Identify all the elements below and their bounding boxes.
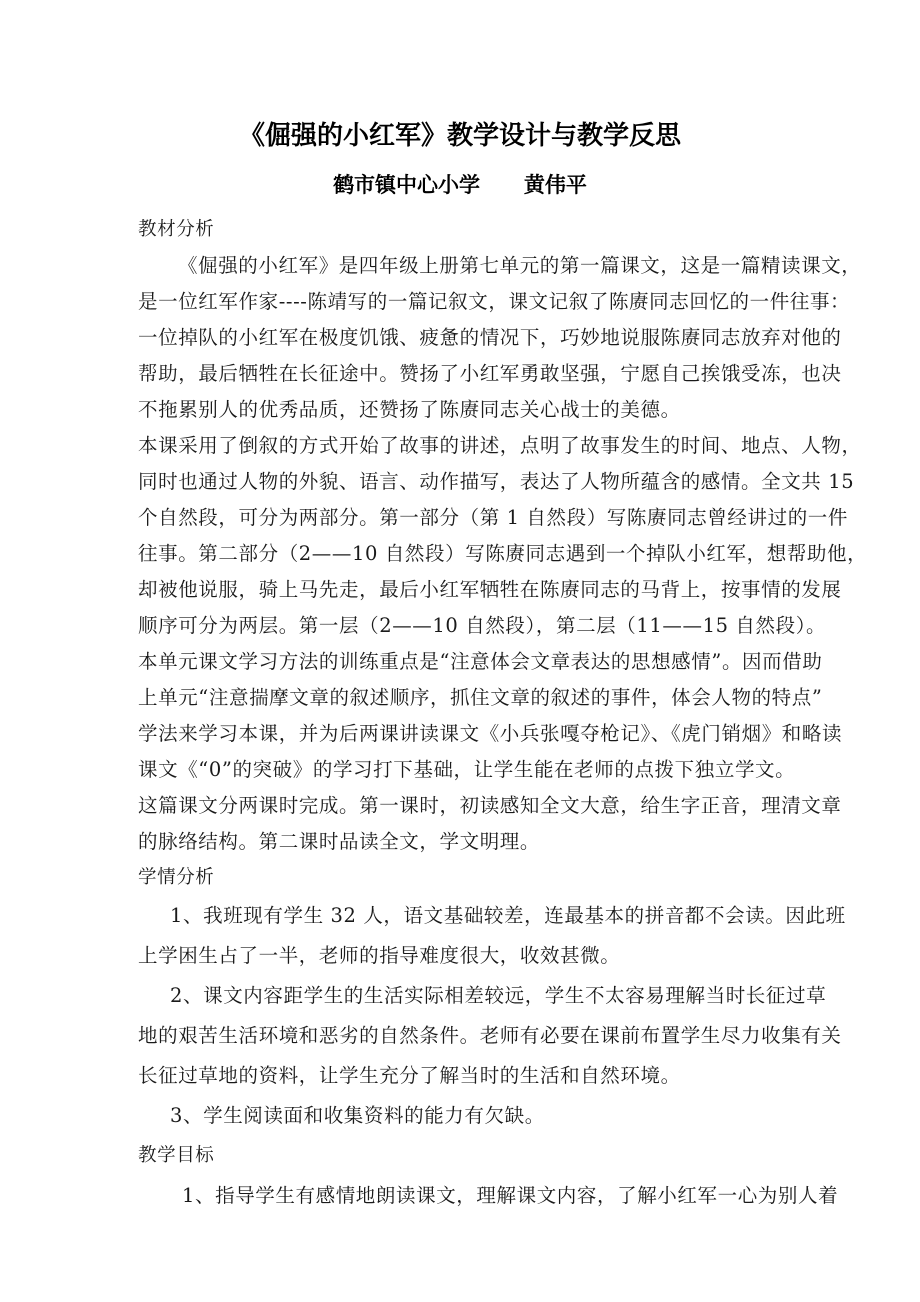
paragraph-line: 课文《“0”的突破》的学习打下基础，让学生能在老师的点拨下独立学文。 [138, 758, 796, 781]
paragraph-line: 本课采用了倒叙的方式开始了故事的讲述，点明了故事发生的时间、地点、人物， [138, 434, 862, 457]
paragraph-line: 同时也通过人物的外貌、语言、动作描写，表达了人物所蕴含的感情。全文共 15 [138, 470, 855, 493]
paragraph-line: 1、指导学生有感情地朗读课文，理解课文内容，了解小红军一心为别人着 [182, 1184, 839, 1207]
paragraph-line: 上学困生占了一半，老师的指导难度很大，收效甚微。 [138, 944, 621, 967]
paragraph-line: 一位掉队的小红军在极度饥饿、疲惫的情况下，巧妙地说服陈赓同志放弃对他的 [138, 326, 842, 349]
document-body [138, 212, 868, 1216]
paragraph-line: 却被他说服，骑上马先走，最后小红军牺牲在陈赓同志的马背上，按事情的发展 [138, 578, 842, 601]
paragraph-line: 长征过草地的资料，让学生充分了解当时的生活和自然环境。 [138, 1064, 681, 1087]
paragraph-line: 不拖累别人的优秀品质，还赞扬了陈赓同志关心战士的美德。 [138, 398, 681, 421]
author-line: 鹤市镇中心小学 黄伟平 [333, 173, 587, 197]
paragraph-line: 这篇课文分两课时完成。第一课时，初读感知全文大意，给生字正音，理清文章 [138, 794, 842, 817]
section-heading: 教材分析 [138, 219, 215, 240]
section-heading: 学情分析 [138, 867, 215, 888]
paragraph-line: 1、我班现有学生 32 人，语文基础较差，连最基本的拼音都不会读。因此班 [170, 904, 846, 927]
paragraph-line: 上单元“注意揣摩文章的叙述顺序，抓住文章的叙述的事件，体会人物的特点” [138, 686, 823, 709]
paragraph-line: 帮助，最后牺牲在长征途中。赞扬了小红军勇敢坚强，宁愿自己挨饿受冻，也决 [138, 362, 842, 385]
paragraph-line: 3、学生阅读面和收集资料的能力有欠缺。 [170, 1104, 545, 1127]
paragraph-line: 2、课文内容距学生的生活实际相差较远，学生不太容易理解当时长征过草 [170, 984, 827, 1007]
paragraph-line: 顺序可分为两层。第一层（2——10 自然段），第二层（11——15 自然段）。 [138, 614, 827, 637]
paragraph-line: 的脉络结构。第二课时品读全文，学文明理。 [138, 830, 541, 853]
paragraph-line: 往事。第二部分（2——10 自然段）写陈赓同志遇到一个掉队小红军，想帮助他， [138, 542, 868, 565]
section-heading: 教学目标 [138, 1145, 215, 1166]
paragraph-line: 个自然段，可分为两部分。第一部分（第 1 自然段）写陈赓同志曾经讲过的一件 [138, 506, 849, 529]
paragraph-line: 本单元课文学习方法的训练重点是“注意体会文章表达的思想感情”。因而借助 [138, 650, 823, 673]
paragraph-line: 《倔强的小红军》是四年级上册第七单元的第一篇课文，这是一篇精读课文， [178, 254, 862, 277]
paragraph-line: 是一位红军作家----陈靖写的一篇记叙文，课文记叙了陈赓同志回忆的一件往事： [138, 290, 851, 313]
document-title: 《倔强的小红军》教学设计与教学反思 [238, 121, 681, 151]
paragraph-line: 学法来学习本课，并为后两课讲读课文《小兵张嘎夺枪记》、《虎门销烟》和略读 [138, 722, 843, 745]
paragraph-line: 地的艰苦生活环境和恶劣的自然条件。老师有必要在课前布置学生尽力收集有关 [138, 1024, 842, 1047]
